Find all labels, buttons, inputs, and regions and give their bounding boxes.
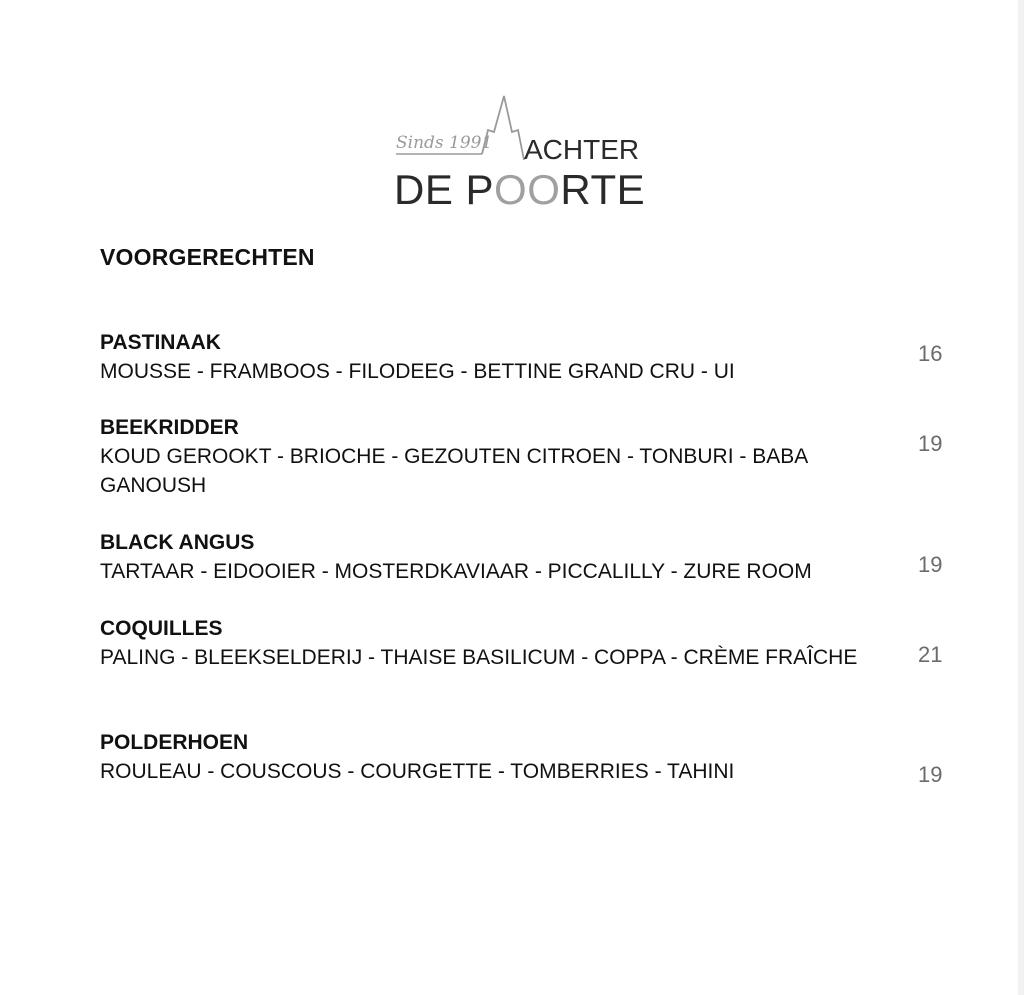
dish-price: 19 [918,431,943,456]
logo-oo: OO [494,166,561,213]
logo-word-de-poorte [394,166,645,213]
dish-name: POLDERHOEN [100,731,249,754]
menu-item [100,329,900,386]
dish-description: TARTAAR - EIDOOIER - MOSTERDKAVIAAR - PICCALILLY - ZURE ROOM [100,560,812,583]
dish-price: 21 [918,642,943,667]
menu-item [100,529,900,586]
logo-rte: RTE [560,166,646,213]
logo-word-achter: ACHTER [524,134,640,165]
dish-price: 19 [918,762,943,787]
section-title: VOORGERECHTEN [100,244,315,270]
page-edge [1018,0,1024,995]
dish-price: 19 [918,552,943,577]
menu-item [100,615,900,672]
dish-description: ROULEAU - COUSCOUS - COURGETTE - TOMBERRIES - TAHINI [100,760,735,783]
dish-price: 16 [918,341,943,366]
dish-name: PASTINAAK [100,331,221,354]
dish-description: MOUSSE - FRAMBOOS - FILODEEG - BETTINE GRAND CRU - UI [100,360,735,383]
logo-de-p: DE P [394,166,495,213]
dish-description: KOUD GEROOKT - BRIOCHE - GEZOUTEN CITROEN - TONBURI - BABA GANOUSH [100,445,808,497]
logo-since-text: Sinds 1991 [396,133,493,153]
dish-name: BEEKRIDDER [100,416,239,439]
dish-description: PALING - BLEEKSELDERIJ - THAISE BASILICUM - COPPA - CRÈME FRAÎCHE [100,646,858,669]
menu-item [100,414,900,500]
restaurant-logo [394,92,646,213]
logo-graphic [394,92,646,213]
menu-item [100,729,900,786]
dish-name: COQUILLES [100,617,223,640]
dish-name: BLACK ANGUS [100,531,255,554]
